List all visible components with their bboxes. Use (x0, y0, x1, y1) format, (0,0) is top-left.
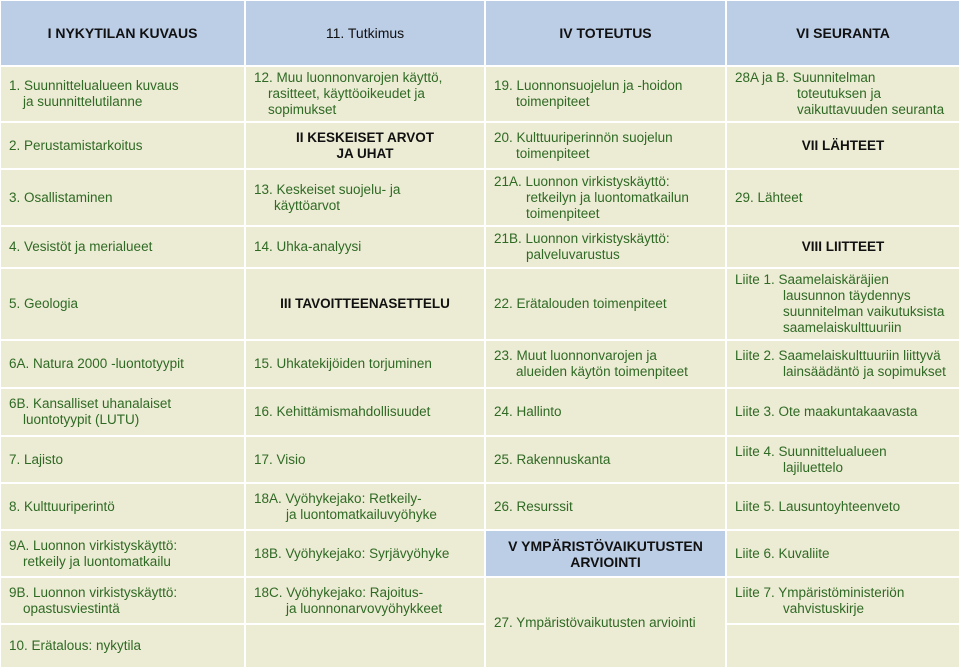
header-nykytila-label: I NYKYTILAN KUVAUS (47, 25, 198, 41)
item-14 (246, 227, 484, 267)
item-28 (727, 67, 959, 121)
section-v-heading (486, 531, 725, 576)
appendix-2-line-2: lainsäädäntö ja sopimukset (783, 364, 946, 379)
item-26 (486, 484, 725, 529)
item-9a (1, 531, 244, 576)
item-18a-line-2: ja luontomatkailuvyöhyke (286, 506, 437, 522)
item-5 (1, 269, 244, 339)
item-27 (486, 578, 725, 667)
header-toteutus (486, 1, 725, 65)
empty-cell-col2 (246, 625, 484, 667)
appendix-2-line-1: Liite 2. Saamelaiskulttuuriin liittyvä (735, 348, 941, 363)
appendix-6 (727, 531, 959, 576)
header-tutkimus-label: 11. Tutkimus (325, 25, 405, 41)
item-21b-line-2: palveluvarustus (526, 247, 620, 262)
item-6a-label: 6A. Natura 2000 -luontotyypit (9, 356, 184, 371)
item-21b-line-1: 21B. Luonnon virkistyskäyttö: (494, 231, 670, 246)
appendix-7-line-2: vahvistuskirje (783, 600, 865, 616)
empty-cell-col4 (727, 625, 959, 667)
section-ii-line-1: II KESKEISET ARVOT (295, 129, 435, 145)
section-vii-heading (727, 123, 959, 168)
item-9a-line-1: 9A. Luonnon virkistyskäyttö: (9, 537, 178, 553)
item-20-line-1: 20. Kulttuuriperinnön suojelun (494, 129, 673, 145)
appendix-4 (727, 437, 959, 482)
item-17-label: 17. Visio (254, 451, 306, 467)
item-15 (246, 341, 484, 387)
item-9a-line-2: retkeily ja luontomatkailu (23, 553, 171, 569)
item-18a-line-1: 18A. Vyöhykejako: Retkeily- (254, 490, 422, 506)
section-vii-label: VII LÄHTEET (801, 137, 885, 153)
appendix-3-label: Liite 3. Ote maakuntakaavasta (735, 404, 918, 419)
item-27-label: 27. Ympäristövaikutusten arviointi (494, 614, 696, 630)
item-2 (1, 123, 244, 168)
appendix-4-line-2: lajiluettelo (783, 459, 844, 475)
item-10 (1, 625, 244, 667)
item-28-line-3: vaikuttavuuden seuranta (797, 102, 945, 117)
header-toteutus-label: IV TOTEUTUS (559, 25, 652, 41)
item-24 (486, 389, 725, 435)
appendix-1 (727, 269, 959, 339)
process-table (1, 1, 959, 667)
item-19-line-2: toimenpiteet (516, 94, 590, 109)
item-29-label: 29. Lähteet (735, 189, 803, 205)
item-26-label: 26. Resurssit (494, 498, 573, 514)
item-5-label: 5. Geologia (9, 296, 79, 311)
item-20 (486, 123, 725, 168)
section-iii-label: III TAVOITTEENASETTELU (280, 296, 450, 311)
item-19 (486, 67, 725, 121)
item-9b-line-1: 9B. Luonnon virkistyskäyttö: (9, 584, 178, 600)
item-1-line-1: 1. Suunnittelualueen kuvaus (9, 78, 179, 93)
item-6b (1, 389, 244, 435)
item-18b (246, 531, 484, 576)
item-18c (246, 578, 484, 623)
item-12-line-3: sopimukset (268, 102, 337, 117)
section-iii-heading (246, 269, 484, 339)
appendix-3 (727, 389, 959, 435)
appendix-1-line-4: saamelaiskulttuuriin (783, 320, 902, 335)
item-28-line-1: 28A ja B. Suunnitelman (735, 70, 876, 85)
item-17 (246, 437, 484, 482)
item-21a-line-1: 21A. Luonnon virkistyskäyttö: (494, 173, 670, 189)
item-8 (1, 484, 244, 529)
item-20-line-2: toimenpiteet (516, 145, 590, 161)
item-15-label: 15. Uhkatekijöiden torjuminen (254, 356, 432, 371)
item-7 (1, 437, 244, 482)
item-18a (246, 484, 484, 529)
item-21a-line-2: retkeilyn ja luontomatkailun (526, 189, 689, 205)
item-13 (246, 170, 484, 225)
item-1-line-2: ja suunnittelutilanne (23, 94, 143, 109)
item-21b (486, 227, 725, 267)
item-1 (1, 67, 244, 121)
item-16 (246, 389, 484, 435)
item-13-line-2: käyttöarvot (274, 197, 341, 213)
item-9b (1, 578, 244, 623)
appendix-4-line-1: Liite 4. Suunnittelualueen (735, 443, 887, 459)
item-14-label: 14. Uhka-analyysi (254, 239, 362, 254)
header-seuranta (727, 1, 959, 65)
header-tutkimus (246, 1, 484, 65)
item-22-label: 22. Erätalouden toimenpiteet (494, 296, 667, 311)
appendix-2 (727, 341, 959, 387)
item-24-label: 24. Hallinto (494, 404, 562, 419)
item-23-line-1: 23. Muut luonnonvarojen ja (494, 348, 657, 363)
section-v-line-2: ARVIOINTI (570, 553, 641, 570)
item-18b-label: 18B. Vyöhykejako: Syrjävyöhyke (254, 545, 450, 561)
appendix-7-line-1: Liite 7. Ympäristöministeriön (735, 584, 905, 600)
item-29 (727, 170, 959, 225)
section-ii-heading (246, 123, 484, 168)
section-viii-label: VIII LIITTEET (801, 239, 885, 254)
item-10-label: 10. Erätalous: nykytila (9, 638, 142, 653)
item-2-label: 2. Perustamistarkoitus (9, 137, 143, 153)
item-13-line-1: 13. Keskeiset suojelu- ja (254, 181, 401, 197)
appendix-1-line-1: Liite 1. Saamelaiskäräjien (735, 272, 889, 287)
item-12-line-2: rasitteet, käyttöoikeudet ja (268, 86, 425, 101)
item-12 (246, 67, 484, 121)
item-6b-line-2: luontotyypit (LUTU) (23, 412, 140, 427)
header-nykytila (1, 1, 244, 65)
appendix-1-line-2: lausunnon täydennys (783, 288, 911, 303)
item-6b-line-1: 6B. Kansalliset uhanalaiset (9, 396, 172, 411)
item-23 (486, 341, 725, 387)
item-9b-line-2: opastusviestintä (23, 600, 120, 616)
item-25 (486, 437, 725, 482)
appendix-6-label: Liite 6. Kuvaliite (735, 545, 830, 561)
item-3 (1, 170, 244, 225)
appendix-5-label: Liite 5. Lausuntoyhteenveto (735, 498, 901, 514)
appendix-5 (727, 484, 959, 529)
item-18c-line-2: ja luonnonarvovyöhykkeet (286, 600, 443, 616)
item-21a-line-3: toimenpiteet (526, 205, 600, 221)
item-6a (1, 341, 244, 387)
item-3-label: 3. Osallistaminen (9, 189, 113, 205)
header-seuranta-label: VI SEURANTA (796, 25, 890, 41)
appendix-1-line-3: suunnitelman vaikutuksista (783, 304, 945, 319)
section-viii-heading (727, 227, 959, 267)
item-25-label: 25. Rakennuskanta (494, 451, 611, 467)
item-19-line-1: 19. Luonnonsuojelun ja -hoidon (494, 78, 683, 93)
item-4 (1, 227, 244, 267)
item-22 (486, 269, 725, 339)
item-4-label: 4. Vesistöt ja merialueet (9, 239, 153, 254)
item-7-label: 7. Lajisto (9, 451, 64, 467)
item-8-label: 8. Kulttuuriperintö (9, 498, 115, 514)
item-28-line-2: toteutuksen ja (797, 86, 882, 101)
section-v-line-1: V YMPÄRISTÖVAIKUTUSTEN (508, 537, 703, 554)
item-18c-line-1: 18C. Vyöhykejako: Rajoitus- (254, 584, 424, 600)
appendix-7 (727, 578, 959, 623)
item-16-label: 16. Kehittämismahdollisuudet (254, 404, 431, 419)
item-23-line-2: alueiden käytön toimenpiteet (516, 364, 688, 379)
section-ii-line-2: JA UHAT (336, 145, 394, 161)
item-12-line-1: 12. Muu luonnonvarojen käyttö, (254, 70, 443, 85)
item-21a (486, 170, 725, 225)
